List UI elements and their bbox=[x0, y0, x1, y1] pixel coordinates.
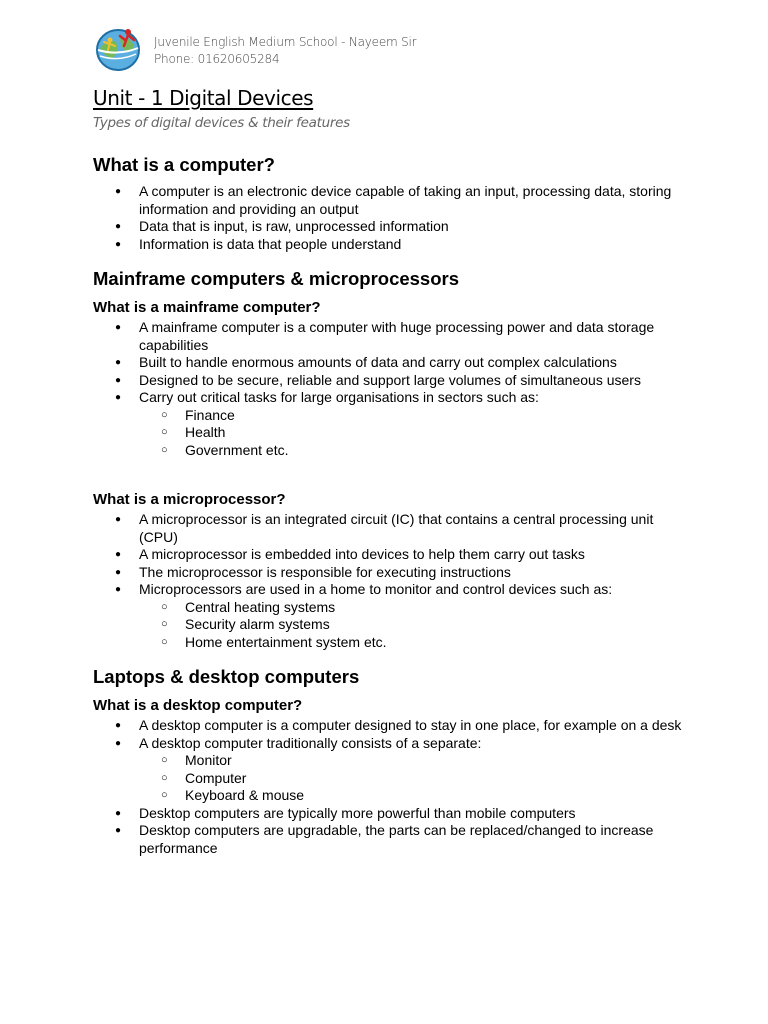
list-item: ● The microprocessor is responsible for executing instructions bbox=[93, 564, 693, 582]
list-item bbox=[93, 735, 693, 805]
mainframe-list bbox=[93, 319, 693, 459]
page-subtitle: Types of digital devices & their features bbox=[93, 115, 350, 131]
list-item: ● A microprocessor is an integrated circuit (IC) that contains a central processing unit (CPU) bbox=[93, 511, 693, 546]
school-globe-logo-icon bbox=[94, 26, 142, 72]
parts-list bbox=[139, 752, 693, 805]
list-item-text: A desktop computer traditionally consists of a separate: bbox=[139, 734, 482, 751]
list-item: ● Data that is input, is raw, unprocessed information bbox=[93, 218, 693, 236]
microprocessor-list bbox=[93, 511, 693, 651]
subheading-desktop: What is a desktop computer? bbox=[93, 697, 303, 714]
school-name: Juvenile English Medium School - Nayeem Sir bbox=[154, 35, 417, 49]
device-list bbox=[139, 599, 693, 652]
list-item: ● Desktop computers are typically more powerful than mobile computers bbox=[93, 805, 693, 823]
sub-list-item: ○ Security alarm systems bbox=[139, 616, 693, 634]
sub-list-item: ○ Keyboard & mouse bbox=[139, 787, 693, 805]
list-item: ● Information is data that people understand bbox=[93, 236, 693, 254]
list-item: ● Desktop computers are upgradable, the parts can be replaced/changed to increase performance bbox=[93, 822, 693, 857]
sub-list-item: ○ Health bbox=[139, 424, 693, 442]
list-item: ● A microprocessor is embedded into devices to help them carry out tasks bbox=[93, 546, 693, 564]
page-title: Unit - 1 Digital Devices bbox=[93, 86, 314, 110]
section-heading-computer: What is a computer? bbox=[93, 154, 275, 175]
sub-list-item: ○ Home entertainment system etc. bbox=[139, 634, 693, 652]
list-item: ● Designed to be secure, reliable and support large volumes of simultaneous users bbox=[93, 372, 693, 390]
list-item-text: Carry out critical tasks for large organisations in sectors such as: bbox=[139, 389, 539, 405]
school-phone: Phone: 01620605284 bbox=[154, 52, 280, 66]
list-item: ● A mainframe computer is a computer with huge processing power and data storage capabilities bbox=[93, 319, 693, 354]
desktop-list bbox=[93, 717, 693, 857]
list-item-text: Microprocessors are used in a home to monitor and control devices such as: bbox=[139, 581, 613, 597]
subheading-mainframe: What is a mainframe computer? bbox=[93, 299, 321, 316]
section-heading-laptops: Laptops & desktop computers bbox=[93, 666, 360, 687]
document-body bbox=[93, 152, 693, 857]
list-item bbox=[93, 389, 693, 459]
sub-list-item: ○ Central heating systems bbox=[139, 599, 693, 617]
sub-list-item: ○ Computer bbox=[139, 770, 693, 788]
sub-list-item: ○ Government etc. bbox=[139, 442, 693, 460]
list-item: ● A computer is an electronic device capable of taking an input, processing data, storing information and providing an output bbox=[93, 183, 693, 218]
subheading-microprocessor: What is a microprocessor? bbox=[93, 491, 286, 508]
school-info bbox=[154, 34, 554, 68]
list-item: ● A desktop computer is a computer designed to stay in one place, for example on a desk bbox=[93, 717, 693, 735]
sub-list-item: ○ Finance bbox=[139, 407, 693, 425]
sub-list-item: ○ Monitor bbox=[139, 752, 693, 770]
list-item: ● Built to handle enormous amounts of data and carry out complex calculations bbox=[93, 354, 693, 372]
sector-list bbox=[139, 407, 693, 460]
list-item bbox=[93, 581, 693, 651]
section-heading-mainframe: Mainframe computers & microprocessors bbox=[93, 268, 460, 289]
computer-list bbox=[93, 183, 693, 253]
